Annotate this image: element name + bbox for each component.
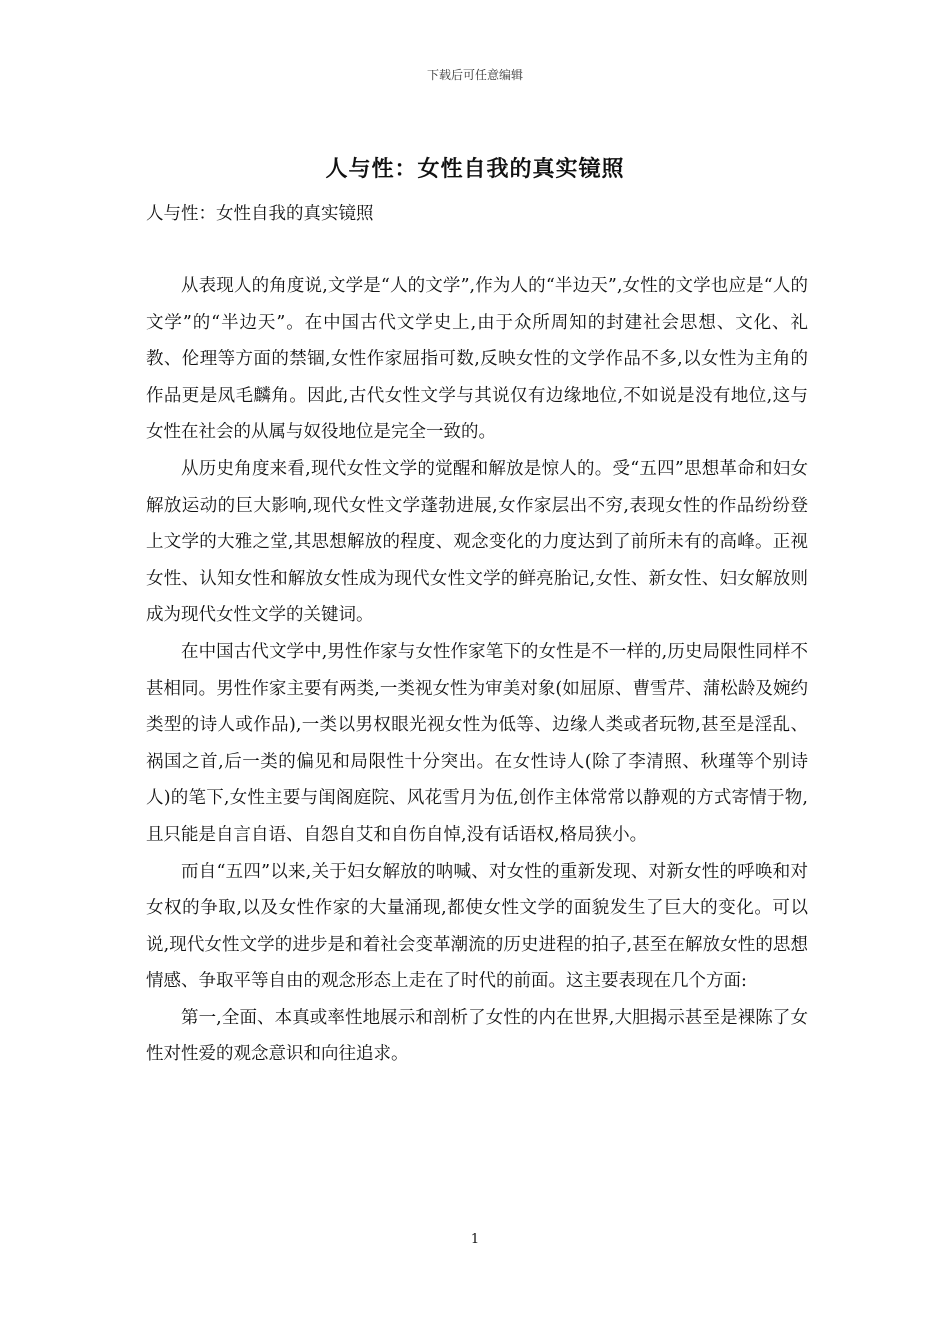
header-note: 下载后可任意编辑 bbox=[426, 68, 523, 82]
paragraph: 在中国古代文学中,男性作家与女性作家笔下的女性是不一样的,历史局限性同样不甚相同。男性作家主要有两类,一类视女性为审美对象(如屈原、曹雪芹、蒲松龄及婉约类型的诗人或作品),一类以男权眼光视女性为低等、边缘人类或者玩物,甚至是淫乱、祸国之首,后一类的偏见和局限性十分突出。在女性诗人(除了李清照、秋瑾等个别诗人)的笔下,女性主要与闺阁庭院、风花雪月为伍,创作主体常常以静观的方式寄情于物,且只能是自言自语、自怨自艾和自伤自悼,没有话语权,格局狭小。 bbox=[146, 641, 808, 845]
page-number: 1 bbox=[470, 1232, 480, 1247]
document-body bbox=[146, 268, 808, 1073]
document-subtitle: 人与性：女性自我的真实镜照 bbox=[146, 204, 374, 224]
document-title: 人与性：女性自我的真实镜照 bbox=[325, 157, 625, 182]
paragraph: 而自“五四”以来,关于妇女解放的呐喊、对女性的重新发现、对新女性的呼唤和对女权的争取,以及女性作家的大量涌现,都使女性文学的面貌发生了巨大的变化。可以说,现代女性文学的进步是和着社会变革潮流的历史进程的拍子,甚至在解放女性的思想情感、争取平等自由的观念形态上走在了时代的前面。这主要表现在几个方面: bbox=[146, 861, 808, 992]
paragraph: 从表现人的角度说,文学是“人的文学”,作为人的“半边天”,女性的文学也应是“人的文学”的“半边天”。在中国古代文学史上,由于众所周知的封建社会思想、文化、礼教、伦理等方面的禁锢,女性作家屈指可数,反映女性的文学作品不多,以女性为主角的作品更是凤毛麟角。因此,古代女性文学与其说仅有边缘地位,不如说是没有地位,这与女性在社会的从属与奴役地位是完全一致的。 bbox=[146, 276, 808, 443]
paragraph: 从历史角度来看,现代女性文学的觉醒和解放是惊人的。受“五四”思想革命和妇女解放运动的巨大影响,现代女性文学蓬勃进展,女作家层出不穷,表现女性的作品纷纷登上文学的大雅之堂,其思想解放的程度、观念变化的力度达到了前所未有的高峰。正视女性、认知女性和解放女性成为现代女性文学的鲜亮胎记,女性、新女性、妇女解放则成为现代女性文学的关键词。 bbox=[146, 458, 808, 626]
paragraph: 第一,全面、本真或率性地展示和剖析了女性的内在世界,大胆揭示甚至是裸陈了女性对性爱的观念意识和向往追求。 bbox=[146, 1007, 808, 1065]
